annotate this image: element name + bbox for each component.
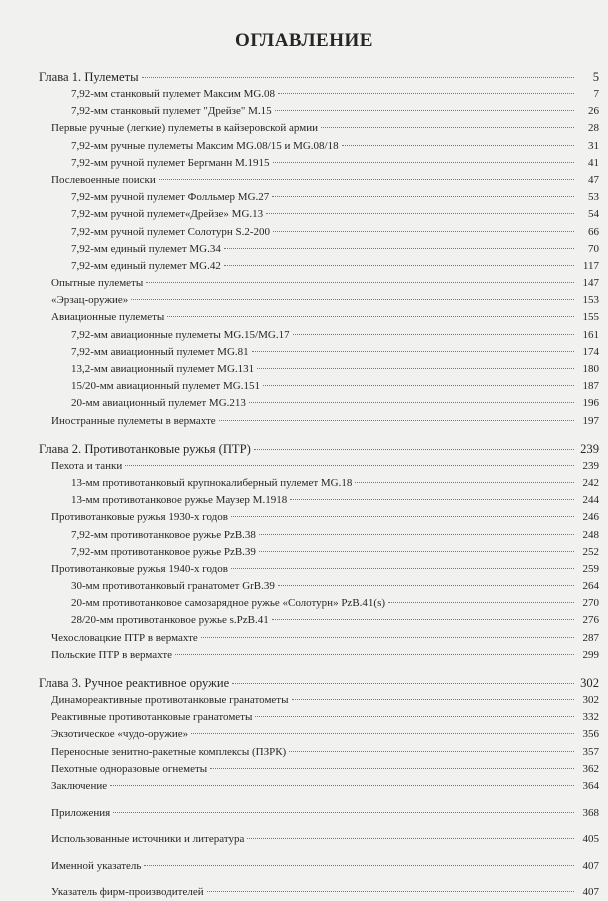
toc-page-number: 155 xyxy=(582,311,599,324)
dot-leader xyxy=(144,865,574,866)
toc-entry xyxy=(39,458,599,475)
dot-leader xyxy=(167,316,574,317)
toc-entry-title: 7,92-мм станковый пулемет Максим MG.08 xyxy=(71,88,276,100)
toc-entry-title: 7,92-мм ручной пулемет Фолльмер MG.27 xyxy=(71,191,270,204)
dot-leader xyxy=(207,891,574,892)
toc-entry xyxy=(39,692,599,709)
toc-entry xyxy=(39,630,599,647)
toc-page-number: 117 xyxy=(582,259,599,272)
toc-entry xyxy=(39,595,599,612)
dot-leader xyxy=(290,499,574,500)
toc-entry-title: Послевоенные поиски xyxy=(51,173,156,186)
toc-chapter xyxy=(39,674,599,692)
toc-entry xyxy=(39,761,599,778)
toc-page-number: 405 xyxy=(582,833,599,846)
toc-chapter xyxy=(39,68,599,86)
dot-leader xyxy=(252,351,574,352)
toc-page-number: 66 xyxy=(588,225,599,238)
toc-entry xyxy=(39,805,599,822)
dot-leader xyxy=(278,585,574,586)
dot-leader xyxy=(355,482,574,483)
toc-entry xyxy=(39,86,599,103)
toc-entry-title: 7,92-мм противотанковое ружье PzB.39 xyxy=(71,545,256,558)
toc-page-number: 364 xyxy=(582,779,599,792)
toc-entry-title: «Эрзац-оружие» xyxy=(51,294,129,307)
toc-entry xyxy=(39,561,599,578)
dot-leader xyxy=(342,145,574,146)
toc-entry-title: Противотанковые ружья 1940-х годов xyxy=(51,562,228,575)
dot-leader xyxy=(273,231,574,232)
dot-leader xyxy=(142,77,574,78)
toc-entry-title: Заключение xyxy=(51,779,108,792)
toc-page-number: 407 xyxy=(582,859,599,872)
toc-entry-title: Чехословацкие ПТР в вермахте xyxy=(51,631,198,644)
dot-leader xyxy=(263,385,574,386)
toc-page-number: 196 xyxy=(582,397,599,410)
toc-entry xyxy=(39,709,599,726)
dot-leader xyxy=(321,127,574,128)
toc-page-number: 302 xyxy=(580,676,599,690)
toc-page-number: 362 xyxy=(582,762,599,775)
toc-entry-title: Пехота и танки xyxy=(51,459,123,472)
dot-leader xyxy=(266,213,574,214)
toc-page-number: 197 xyxy=(582,414,599,427)
toc-page-number: 28 xyxy=(588,122,599,135)
page-title: ОГЛАВЛЕНИЕ xyxy=(235,30,373,51)
toc-entry-title: 7,92-мм противотанковое ружье PzB.38 xyxy=(71,528,256,541)
toc-page-number: 187 xyxy=(582,380,599,393)
toc-entry xyxy=(39,103,599,120)
dot-leader xyxy=(388,602,574,603)
toc-page-number: 54 xyxy=(588,208,599,221)
toc-entry-title: Глава 2. Противотанковые ружья (ПТР) xyxy=(39,441,251,456)
toc-page-number: 368 xyxy=(582,807,599,820)
toc-entry-title: 20-мм противотанковое самозарядное ружье «Солотурн» PzB.41(s) xyxy=(71,597,386,610)
toc-page-number: 41 xyxy=(588,156,599,169)
dot-leader xyxy=(113,812,574,813)
dot-leader xyxy=(231,568,574,569)
dot-leader xyxy=(232,683,574,684)
toc-page-number: 302 xyxy=(582,694,599,706)
toc-page-number: 161 xyxy=(582,328,599,341)
dot-leader xyxy=(231,516,574,517)
toc-page-number: 287 xyxy=(582,631,599,644)
toc-entry-title: Глава 3. Ручное реактивное оружие xyxy=(39,676,230,690)
toc-entry xyxy=(39,155,599,172)
dot-leader xyxy=(272,619,574,620)
toc-entry-title: 13-мм противотанковый крупнокалиберный пулемет MG.18 xyxy=(71,476,353,489)
dot-leader xyxy=(201,637,574,638)
dot-leader xyxy=(247,838,574,839)
toc-entry xyxy=(39,344,599,361)
toc-entry xyxy=(39,241,599,258)
toc-entry-title: 7,92-мм авиационные пулеметы MG.15/MG.17 xyxy=(71,328,290,341)
toc-entry-title: Первые ручные (легкие) пулеметы в кайзеровской армии xyxy=(51,122,318,135)
toc-entry xyxy=(39,647,599,664)
dot-leader xyxy=(125,465,574,466)
dot-leader xyxy=(224,265,574,266)
toc-entry xyxy=(39,858,599,875)
toc-page-number: 242 xyxy=(582,476,599,489)
toc-entry xyxy=(39,612,599,629)
toc-entry xyxy=(39,327,599,344)
toc-page-number: 407 xyxy=(582,885,599,898)
toc-entry-title: 7,92-мм единый пулемет MG.42 xyxy=(71,259,221,272)
toc-page-number: 53 xyxy=(588,191,599,204)
toc-page-number: 239 xyxy=(580,441,599,456)
toc-entry xyxy=(39,275,599,292)
toc-entry-title: 13,2-мм авиационный пулемет MG.131 xyxy=(71,363,255,375)
dot-leader xyxy=(272,196,574,197)
dot-leader xyxy=(259,551,574,552)
toc-entry xyxy=(39,172,599,189)
toc-page-number: 174 xyxy=(582,345,599,358)
dot-leader xyxy=(259,534,574,535)
toc-entry-title: Авиационные пулеметы xyxy=(51,311,165,324)
toc-page-number: 299 xyxy=(582,648,599,661)
toc-entry-title: 15/20-мм авиационный пулемет MG.151 xyxy=(71,380,260,393)
toc-entry-title: Пехотные одноразовые огнеметы xyxy=(51,762,208,775)
toc-entry xyxy=(39,475,599,492)
toc-entry-title: 7,92-мм станковый пулемет "Дрейзе" М.15 xyxy=(71,105,272,118)
toc-entry xyxy=(39,884,599,901)
toc-entry xyxy=(39,831,599,848)
toc-entry-title: 7,92-мм авиационный пулемет MG.81 xyxy=(71,345,249,358)
toc-page-number: 248 xyxy=(582,528,599,541)
dot-leader xyxy=(210,768,574,769)
dot-leader xyxy=(131,299,574,300)
toc-entry xyxy=(39,189,599,206)
dot-leader xyxy=(219,420,574,421)
toc-entry-title: Экзотическое «чудо-оружие» xyxy=(51,728,189,741)
toc-entry-title: Опытные пулеметы xyxy=(51,277,144,290)
dot-leader xyxy=(289,751,574,752)
toc-entry-title: 7,92-мм ручной пулемет Бергманн М.1915 xyxy=(71,156,270,169)
toc-entry xyxy=(39,413,599,430)
toc-page-number: 276 xyxy=(582,614,599,627)
dot-leader xyxy=(159,179,574,180)
toc-entry-title: Реактивные противотанковые гранатометы xyxy=(51,711,253,724)
dot-leader xyxy=(275,110,574,111)
toc-page-number: 5 xyxy=(592,70,599,84)
toc-entry-title: Глава 1. Пулеметы xyxy=(39,70,139,84)
toc-entry xyxy=(39,292,599,309)
toc-entry-title: 7,92-мм единый пулемет MG.34 xyxy=(71,242,221,255)
toc-entry xyxy=(39,395,599,412)
dot-leader xyxy=(273,162,574,163)
toc-entry xyxy=(39,361,599,378)
toc-page-number: 259 xyxy=(582,562,599,575)
toc-entry xyxy=(39,378,599,395)
toc-page-number: 31 xyxy=(588,139,599,152)
dot-leader xyxy=(110,785,574,786)
toc-entry xyxy=(39,492,599,509)
toc-entry-title: 28/20-мм противотанковое ружье s.PzB.41 xyxy=(71,614,269,627)
dot-leader xyxy=(257,368,574,369)
toc-entry-title: 7,92-мм ручные пулеметы Максим MG.08/15 и MG.08/18 xyxy=(71,139,339,152)
toc-entry xyxy=(39,138,599,155)
dot-leader xyxy=(292,699,574,700)
toc-page-number: 332 xyxy=(582,711,599,724)
toc-entry-title: 7,92-мм ручной пулемет Солотурн S.2-200 xyxy=(71,225,271,238)
toc-entry xyxy=(39,120,599,137)
toc-entry xyxy=(39,509,599,526)
toc-entry-title: 7,92-мм ручной пулемет«Дрейзе» MG.13 xyxy=(71,208,264,221)
toc-entry xyxy=(39,744,599,761)
toc-entry-title: 13-мм противотанковое ружье Маузер М.1918 xyxy=(71,494,288,507)
toc-entry-title: Противотанковые ружья 1930-х годов xyxy=(51,511,228,524)
toc-page-number: 356 xyxy=(582,728,599,741)
toc-entry-title: Именной указатель xyxy=(51,859,142,872)
dot-leader xyxy=(175,654,574,655)
toc-entry-title: Иностранные пулеметы в вермахте xyxy=(51,414,216,427)
toc-entry xyxy=(39,726,599,743)
table-of-contents xyxy=(39,68,599,901)
toc-page-number: 180 xyxy=(582,363,599,375)
toc-entry-title: Использованные источники и литература xyxy=(51,833,245,846)
toc-entry xyxy=(39,778,599,795)
dot-leader xyxy=(293,334,574,335)
toc-entry xyxy=(39,309,599,326)
toc-page-number: 270 xyxy=(582,597,599,610)
toc-entry-title: Динамореактивные противотанковые гранатометы xyxy=(51,694,289,706)
dot-leader xyxy=(249,402,574,403)
toc-page-number: 357 xyxy=(582,745,599,758)
toc-entry xyxy=(39,206,599,223)
toc-entry xyxy=(39,527,599,544)
toc-page-number: 244 xyxy=(582,494,599,507)
dot-leader xyxy=(191,733,574,734)
toc-entry xyxy=(39,544,599,561)
toc-page-number: 264 xyxy=(582,580,599,593)
toc-page-number: 7 xyxy=(593,88,599,100)
toc-page-number: 153 xyxy=(582,294,599,307)
dot-leader xyxy=(224,248,574,249)
toc-entry xyxy=(39,224,599,241)
toc-entry-title: 30-мм противотанковый гранатомет GrB.39 xyxy=(71,580,275,593)
dot-leader xyxy=(278,93,574,94)
toc-chapter xyxy=(39,440,599,458)
toc-entry-title: 20-мм авиационный пулемет MG.213 xyxy=(71,397,246,410)
toc-page-number: 252 xyxy=(582,545,599,558)
toc-page-number: 26 xyxy=(588,105,599,118)
toc-entry-title: Польские ПТР в вермахте xyxy=(51,648,173,661)
toc-page-number: 70 xyxy=(588,242,599,255)
toc-entry-title: Переносные зенитно-ракетные комплексы (ПЗРК) xyxy=(51,745,287,758)
dot-leader xyxy=(254,449,574,450)
toc-entry-title: Указатель фирм-производителей xyxy=(51,885,204,898)
toc-entry xyxy=(39,578,599,595)
toc-page-number: 239 xyxy=(582,459,599,472)
dot-leader xyxy=(146,282,574,283)
toc-page-number: 147 xyxy=(582,277,599,290)
toc-page-number: 246 xyxy=(582,511,599,524)
dot-leader xyxy=(255,716,574,717)
toc-entry-title: Приложения xyxy=(51,807,111,820)
toc-entry xyxy=(39,258,599,275)
toc-page-number: 47 xyxy=(588,173,599,186)
